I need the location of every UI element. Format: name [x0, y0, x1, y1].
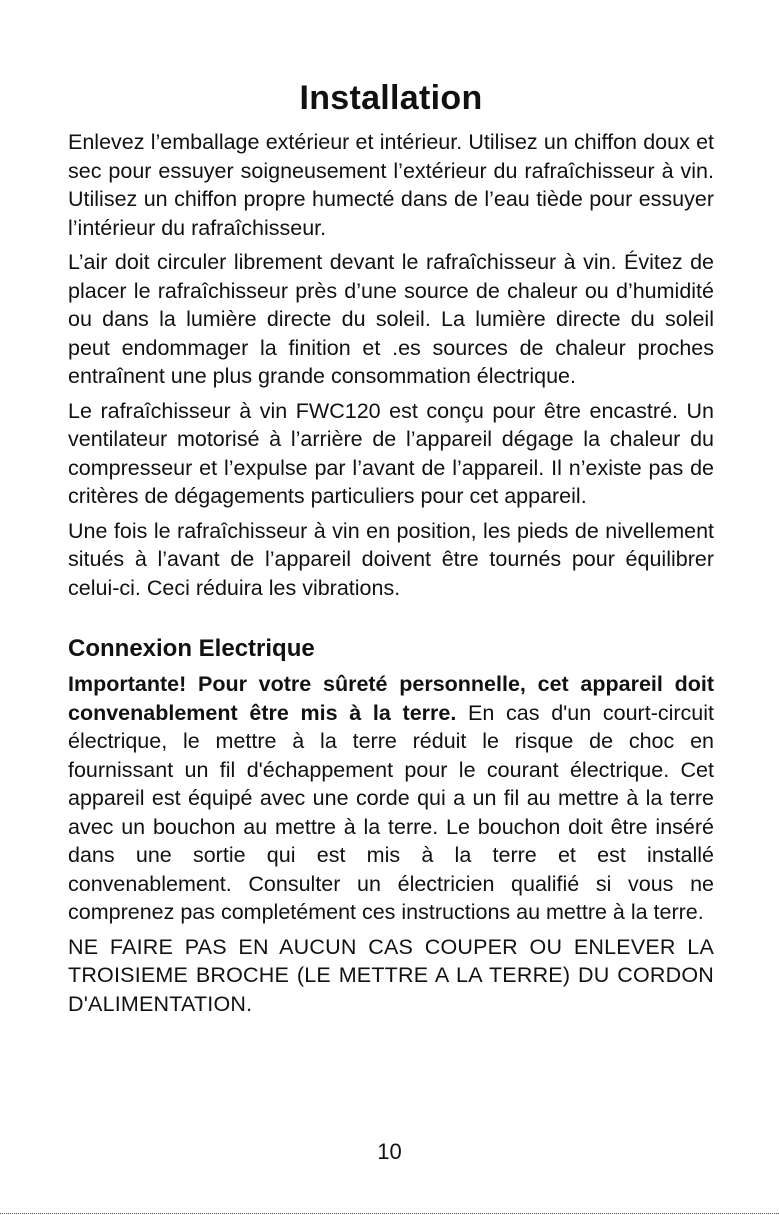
paragraph-grounding: [68, 670, 714, 927]
section-heading: Connexion Electrique: [68, 635, 315, 662]
page-title: Installation: [299, 79, 483, 117]
document-page: [68, 78, 714, 1024]
paragraph-unpacking: Enlevez l’emballage extérieur et intérieur. Utilisez un chiffon doux et sec pour essuyer soigneusement l’extérieur du rafraîchisseur à vin. Utilisez un chiffon propre humecté dans de l’eau tiède pour essuyer l’intérieur du rafraîchisseur.: [68, 130, 714, 240]
paragraph-built-in: Le rafraîchisseur à vin FWC120 est conçu pour être encastré. Un ventilateur motorisé à l’arrière de l’appareil dégage la chaleur du compresseur et l’expulse par l’avant de l’appareil. Il n’existe pas de critères de dégagements particuliers pour cet appareil.: [68, 398, 714, 508]
grounding-text: En cas d'un court-circuit électrique, le mettre à la terre réduit le risque de choc en fournissant un fil d'échappement pour le courant électrique. Cet appareil est équipé avec une corde qui a un fil au mettre à la terre avec un bouchon au mettre à la terre. Le bouchon doit être inséré dans une sortie qui est mis à la terre et est installé convenablement. Consulter un électricien qualifié si vous ne comprenez pas completément ces instructions au mettre à la terre.: [68, 700, 714, 924]
paragraph-plug-warning: NE FAIRE PAS EN AUCUN CAS COUPER OU ENLEVER LA TROISIEME BROCHE (LE METTRE A LA TERRE) DU CORDON D'ALIMENTATION.: [68, 934, 714, 1016]
page-number: 10: [377, 1139, 402, 1164]
grounding-warning-bold: Importante! Pour votre sûreté personnelle, cet appareil doit convenablement être mis à la terre.: [68, 672, 714, 725]
paragraph-air-circulation: L’air doit circuler librement devant le rafraîchisseur à vin. Évitez de placer le rafraîchisseur près d’une source de chaleur ou d’humidité ou dans la lumière directe du soleil. La lumière directe du soleil peut endommager la finition et .es sources de chaleur proches entraînent une plus grande consommation électrique.: [68, 250, 714, 388]
paragraph-leveling-feet: Une fois le rafraîchisseur à vin en position, les pieds de nivellement situés à l’avant de l’appareil doivent être tournés pour équilibrer celui-ci. Ceci réduira les vibrations.: [68, 518, 714, 600]
